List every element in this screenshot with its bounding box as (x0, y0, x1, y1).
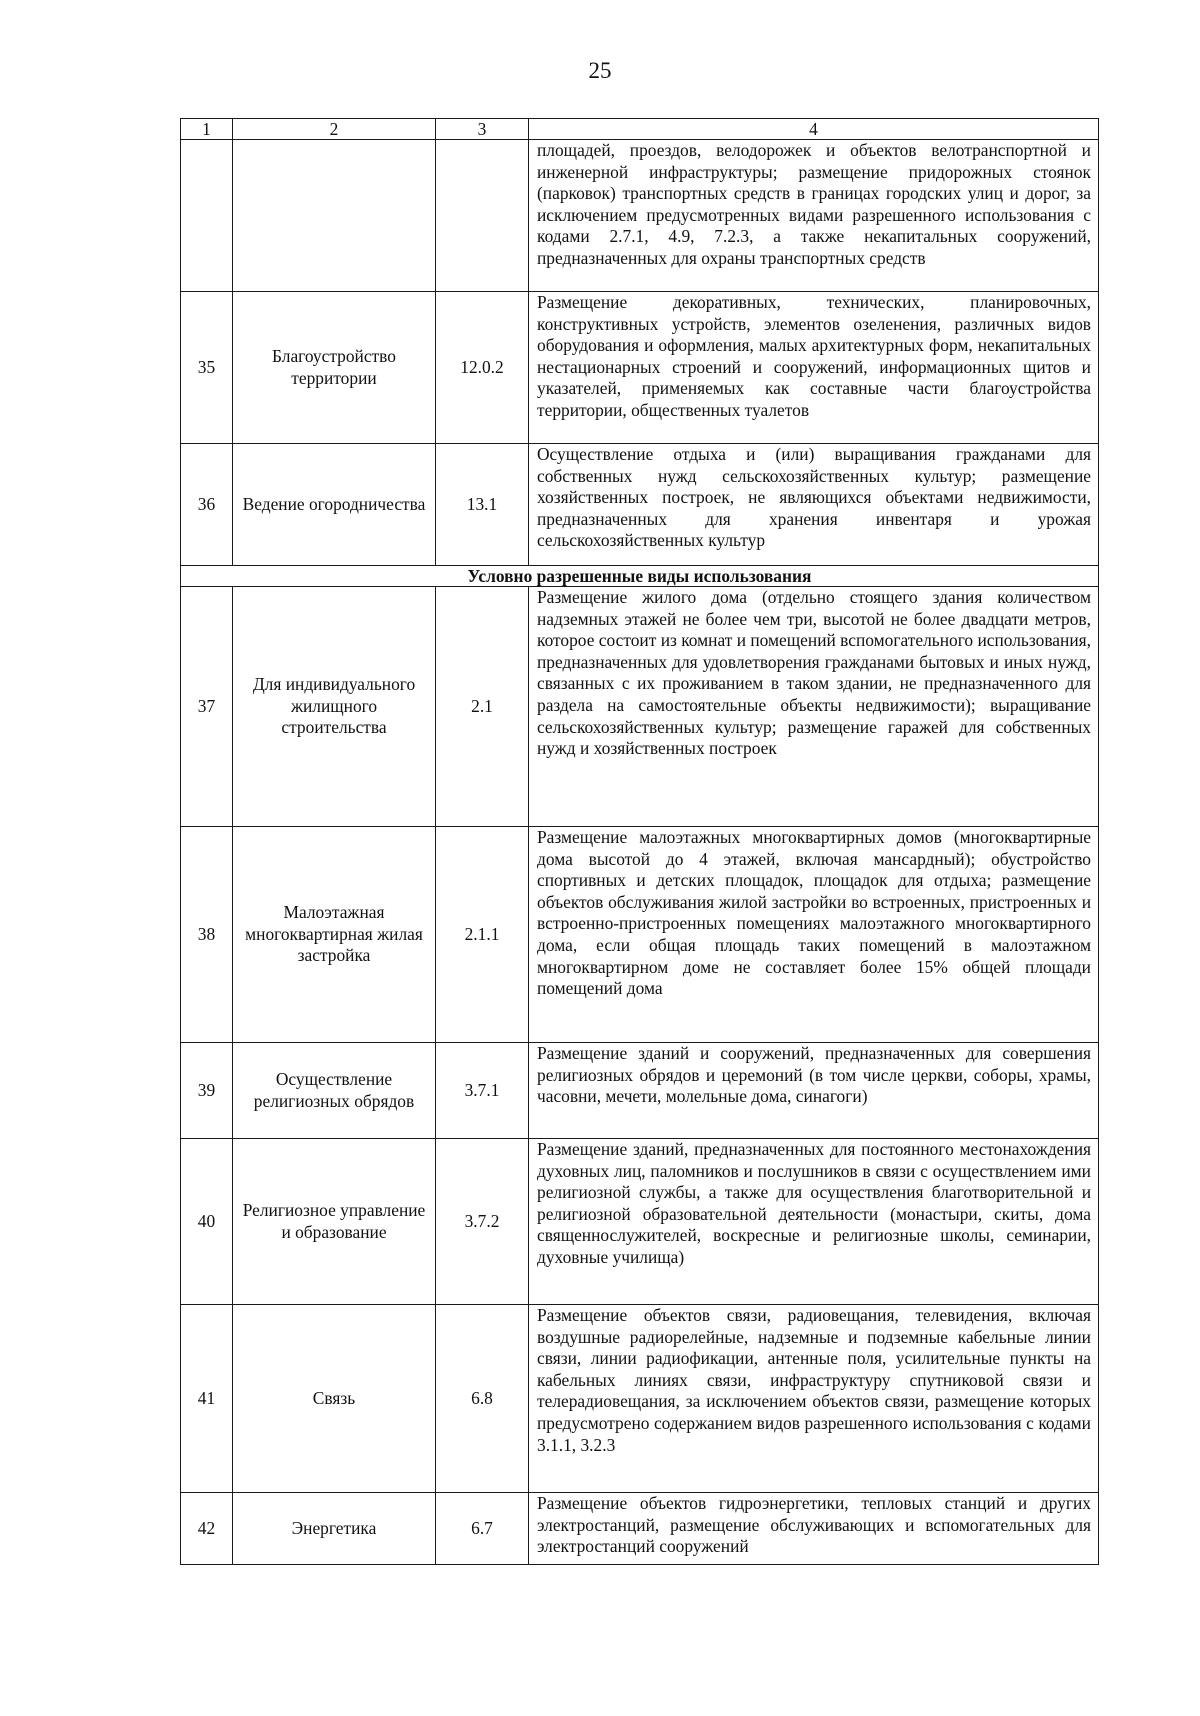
continuation-code-cell (436, 140, 529, 292)
table-row (181, 1139, 1099, 1305)
land-use-name: Религиозное управление и образование (233, 1139, 436, 1305)
land-use-description: Размещение жилого дома (отдельно стоящего здания количеством надземных этажей не более чем три, высотой не более двадцати метров, которое состоит из комнат и помещений вспомогательного использования, предназначенных для удовлетворения гражданами бытовых и иных нужд, связанных с их проживанием в таком здании, не предназначенного для раздела на самостоятельные объекты недвижимости); выращивание сельскохозяйственных культур; размещение гаражей для собственных нужд и хозяйственных построек (529, 587, 1099, 827)
land-use-description: Осуществление отдыха и (или) выращивания гражданами для собственных нужд сельскохозяйственных культур; размещение хозяйственных построек, не являющихся объектами недвижимости, предназначенных для хранения инвентаря и урожая сельскохозяйственных культур (529, 444, 1099, 566)
row-number: 41 (181, 1305, 233, 1493)
land-use-name: Связь (233, 1305, 436, 1493)
table-row (181, 1043, 1099, 1139)
header-cell-1: 1 (181, 119, 233, 140)
section-heading: Условно разрешенные виды использования (181, 566, 1099, 587)
table-row (181, 292, 1099, 444)
page-number: 25 (588, 58, 612, 83)
land-use-code: 12.0.2 (436, 292, 529, 444)
table-body (181, 119, 1099, 1565)
land-use-name: Для индивидуального жилищного строительства (233, 587, 436, 827)
land-use-name: Энергетика (233, 1493, 436, 1565)
continuation-row (181, 140, 1099, 292)
land-use-code: 2.1.1 (436, 827, 529, 1043)
row-number: 40 (181, 1139, 233, 1305)
land-use-description: Размещение зданий, предназначенных для постоянного местонахождения духовных лиц, паломников и послушников в связи с осуществлением ими религиозной службы, а также для осуществления благотворительной и религиозной образовательной деятельности (монастыри, скиты, дома священнослужителей, воскресные и религиозные школы, семинарии, духовные училища) (529, 1139, 1099, 1305)
land-use-code: 3.7.2 (436, 1139, 529, 1305)
table-row (181, 587, 1099, 827)
section-heading-row (181, 566, 1099, 587)
row-number: 36 (181, 444, 233, 566)
land-use-name: Благоустройство территории (233, 292, 436, 444)
land-use-code: 13.1 (436, 444, 529, 566)
continuation-num-cell (181, 140, 233, 292)
land-use-code: 3.7.1 (436, 1043, 529, 1139)
row-number: 38 (181, 827, 233, 1043)
continuation-name-cell (233, 140, 436, 292)
land-use-name: Малоэтажная многоквартирная жилая застройка (233, 827, 436, 1043)
land-use-description: Размещение объектов связи, радиовещания, телевидения, включая воздушные радиорелейные, надземные и подземные кабельные линии связи, линии радиофикации, антенные поля, усилительные пункты на кабельных линиях связи, инфраструктуру спутниковой связи и телерадиовещания, за исключением объектов связи, размещение которых предусмотрено содержанием видов разрешенного использования с кодами 3.1.1, 3.2.3 (529, 1305, 1099, 1493)
land-use-name: Ведение огородничества (233, 444, 436, 566)
row-number: 39 (181, 1043, 233, 1139)
continuation-description: площадей, проездов, велодорожек и объектов велотранспортной и инженерной инфраструктуры; размещение придорожных стоянок (парковок) транспортных средств в границах городских улиц и дорог, за исключением предусмотренных видами разрешенного использования с кодами 2.7.1, 4.9, 7.2.3, а также некапитальных сооружений, предназначенных для охраны транспортных средств (529, 140, 1099, 292)
land-use-code: 6.8 (436, 1305, 529, 1493)
row-number: 42 (181, 1493, 233, 1565)
row-number: 37 (181, 587, 233, 827)
land-use-description: Размещение малоэтажных многоквартирных домов (многоквартирные дома высотой до 4 этажей, включая мансардный); обустройство спортивных и детских площадок, площадок для отдыха; размещение объектов обслуживания жилой застройки во встроенных, пристроенных и встроенно-пристроенных помещениях малоэтажного многоквартирного дома, если общая площадь таких помещений в малоэтажном многоквартирном доме не составляет более 15% общей площади помещений дома (529, 827, 1099, 1043)
header-cell-2: 2 (233, 119, 436, 140)
header-cell-4: 4 (529, 119, 1099, 140)
table-row (181, 1493, 1099, 1565)
land-use-table (180, 118, 1099, 1565)
column-number-header-row (181, 119, 1099, 140)
land-use-name: Осуществление религиозных обрядов (233, 1043, 436, 1139)
land-use-code: 2.1 (436, 587, 529, 827)
table-row (181, 827, 1099, 1043)
row-number: 35 (181, 292, 233, 444)
land-use-description: Размещение декоративных, технических, планировочных, конструктивных устройств, элементов озеленения, различных видов оборудования и оформления, малых архитектурных форм, некапитальных нестационарных строений и сооружений, информационных щитов и указателей, применяемых как составные части благоустройства территории, общественных туалетов (529, 292, 1099, 444)
table-row (181, 444, 1099, 566)
land-use-description: Размещение объектов гидроэнергетики, тепловых станций и других электростанций, размещение обслуживающих и вспомогательных для электростанций сооружений (529, 1493, 1099, 1565)
header-cell-3: 3 (436, 119, 529, 140)
land-use-code: 6.7 (436, 1493, 529, 1565)
table-row (181, 1305, 1099, 1493)
land-use-description: Размещение зданий и сооружений, предназначенных для совершения религиозных обрядов и церемоний (в том числе церкви, соборы, храмы, часовни, мечети, молельные дома, синагоги) (529, 1043, 1099, 1139)
